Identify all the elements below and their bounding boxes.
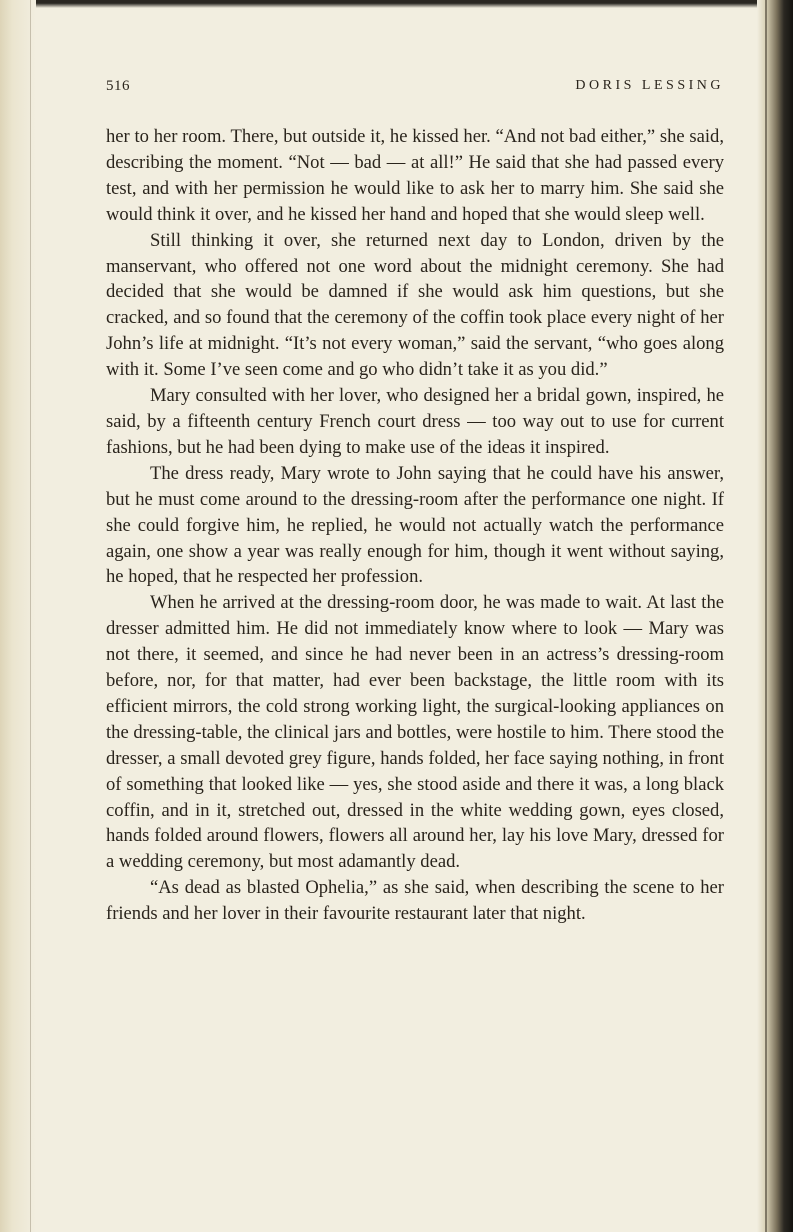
paragraph: The dress ready, Mary wrote to John saying that he could have his answer, but he must come around to the dressing-room after the performance one night. If she could forgive him, he replied, he would not actually watch the performance again, one show a year was really enough for him, though it went without saying, he hoped, that he respected her profession. (106, 462, 724, 588)
running-head-author: DORIS LESSING (575, 78, 724, 93)
paragraph: When he arrived at the dressing-room door, he was made to wait. At last the dresser admitted him. He did not immediately know where to look — Mary was not there, it seemed, and since he had never been in an actress’s dressing-room before, nor, for that matter, had ever been backstage, the little room with its efficient mirrors, the cold strong working light, the surgical-looking appliances on the dressing-table, the clinical jars and bottles, were hostile to him. There stood the dresser, a small devoted grey figure, hands folded, her face saying nothing, in front of something that looked like — yes, she stood aside and there it was, a long black coffin, and in it, stretched out, dressed in the white wedding gown, eyes closed, hands folded around flowers, flowers all around her, lay his love Mary, dressed for a wedding ceremony, but most adamantly dead. (106, 592, 724, 873)
body-text (106, 124, 724, 927)
paragraph: her to her room. There, but outside it, he kissed her. “And not bad either,” she said, describing the moment. “Not — bad — at all!” He said that she had passed every test, and with her permission he would like to ask her to marry him. She said she would think it over, and he kissed her hand and hoped that she would sleep well. (106, 126, 724, 225)
page-edge-line-right (765, 0, 767, 1232)
page-number: 516 (106, 78, 130, 94)
book-binding-edge (757, 0, 793, 1232)
paragraph: Mary consulted with her lover, who designed her a bridal gown, inspired, he said, by a fifteenth century French court dress — too way out to use for current fashions, but he had been dying to make use of the ideas it inspired. (106, 385, 724, 458)
paragraph: “As dead as blasted Ophelia,” as she said, when describing the scene to her friends and her lover in their favourite restaurant later that night. (106, 877, 724, 925)
page-header (106, 78, 724, 102)
page-edge-line-left (30, 0, 31, 1232)
paragraph: Still thinking it over, she returned next day to London, driven by the manservant, who offered not one word about the midnight ceremony. She had decided that she would be damned if she would ask him questions, but she cracked, and so found that the ceremony of the coffin took place every night of her John’s life at midnight. “It’s not every woman,” said the servant, “who goes along with it. Some I’ve seen come and go who didn’t take it as you did.” (106, 229, 724, 381)
scan-shadow-top (0, 0, 793, 8)
